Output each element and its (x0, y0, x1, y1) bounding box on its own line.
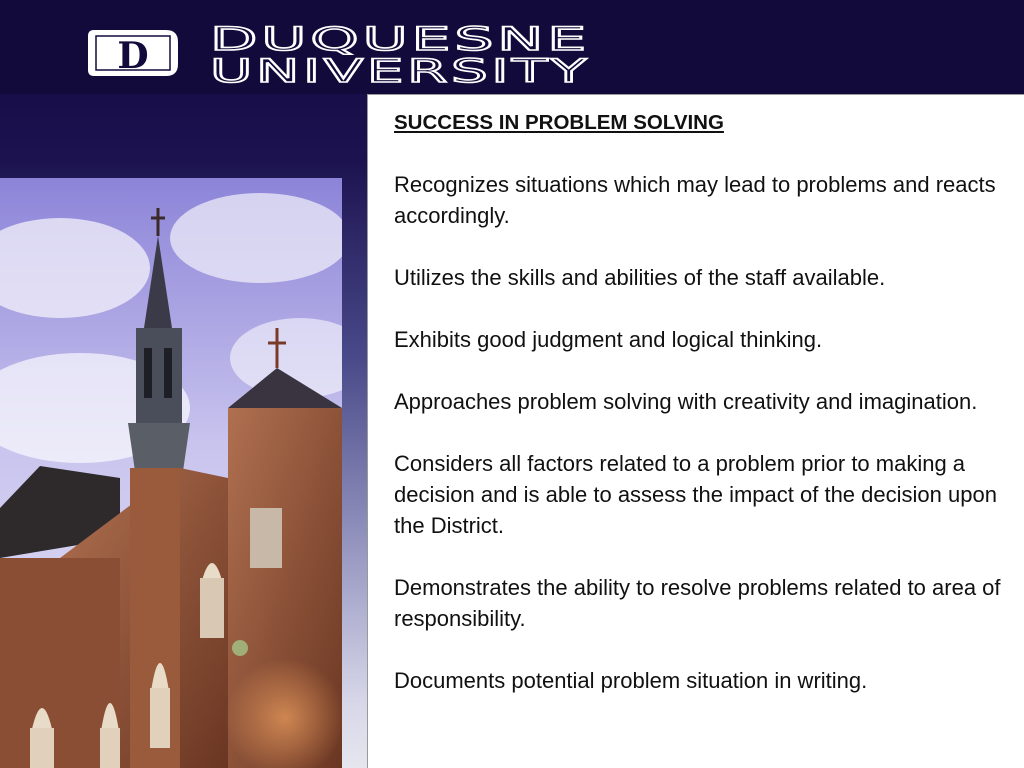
church-illustration (0, 178, 342, 768)
church-building-photo (0, 178, 342, 768)
header-banner (0, 0, 1024, 94)
university-wordmark (210, 22, 610, 86)
list-item: Considers all factors related to a problem prior to making a decision and is able to assess the impact of the decision upon the District. (394, 451, 997, 538)
content-panel (367, 94, 1024, 768)
logo-mark-letter: D (117, 35, 149, 77)
section-heading: SUCCESS IN PROBLEM SOLVING (394, 111, 724, 134)
university-seal-logo (86, 26, 180, 80)
wordmark-line-1: DUQUESNE (210, 22, 590, 58)
list-item: Recognizes situations which may lead to problems and reacts accordingly. (394, 172, 996, 228)
list-item: Approaches problem solving with creativity and imagination. (394, 389, 978, 414)
list-item: Utilizes the skills and abilities of the staff available. (394, 265, 886, 290)
list-item: Exhibits good judgment and logical thinking. (394, 327, 823, 352)
list-item: Demonstrates the ability to resolve problems related to area of responsibility. (394, 575, 1001, 631)
list-item: Documents potential problem situation in writing. (394, 668, 868, 693)
wordmark-line-2: UNIVERSITY (210, 52, 590, 86)
content-text (394, 107, 1004, 696)
